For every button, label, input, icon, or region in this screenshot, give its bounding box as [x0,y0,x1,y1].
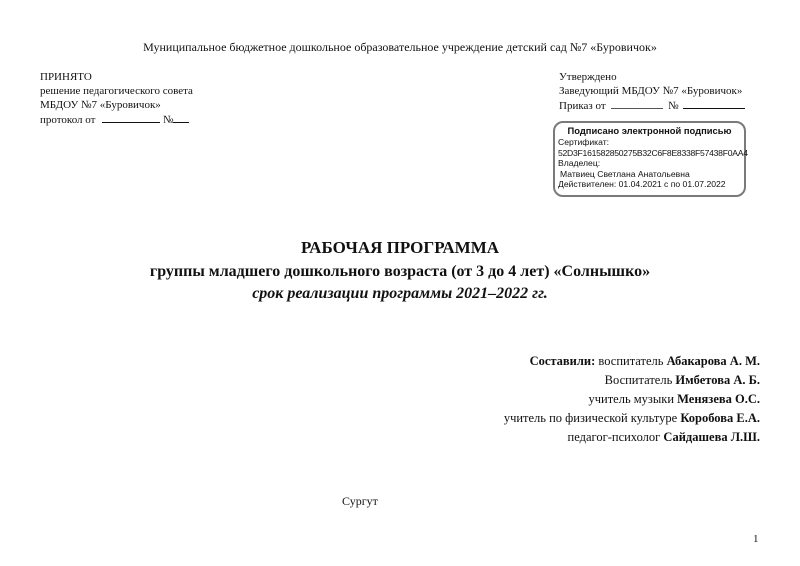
compiler-line [504,352,760,371]
owner-value: Матвиец Светлана Анатольевна [560,168,690,179]
order-label: Приказ от [559,100,606,112]
protocol-number-blank [173,112,189,123]
order-number-blank [683,98,745,109]
approved-heading: Утверждено [559,71,617,83]
compilers-label: Составили: [529,354,596,368]
compiler-line [504,371,760,390]
compiler-role: педагог-психолог [567,430,661,444]
certificate-value: 52D3F161582850275B32C6F8E8338F57438F0AA4 [558,147,748,158]
validity-period: Действителен: 01.04.2021 с по 01.07.2022 [558,179,726,190]
certificate-label: Сертификат: [558,137,610,148]
protocol-label: протокол от [40,114,96,126]
compilers-block [504,352,760,447]
order-date-blank [611,98,663,109]
document-title: РАБОЧАЯ ПРОГРАММА [300,238,500,257]
compiler-role: учитель по физической культуре [503,411,678,425]
accepted-council-line: решение педагогического совета [40,85,193,97]
protocol-date-blank [102,112,160,123]
accepted-block [40,70,193,127]
protocol-line [40,112,193,127]
owner-label: Владелец: [558,158,601,169]
compiler-name: Сайдашева Л.Ш. [663,430,760,444]
approved-head-line: Заведующий МБДОУ №7 «Буровичок» [559,85,743,97]
compiler-name: Менязева О.С. [677,392,760,406]
compiler-role: воспитатель [598,354,664,368]
accepted-heading: ПРИНЯТО [40,71,92,83]
document-subtitle: группы младшего дошкольного возраста (от 3 до 4 лет) «Солнышко» [149,263,651,280]
compiler-role: учитель музыки [588,392,675,406]
compiler-role: Воспитатель [604,373,673,387]
accepted-institution-line: МБДОУ №7 «Буровичок» [40,99,161,111]
implementation-term: срок реализации программы 2021–2022 гг. [252,285,548,302]
stamp-title: Подписано электронной подписью [567,125,732,136]
compiler-line [504,409,760,428]
approved-block [559,70,745,113]
compiler-name: Коробова Е.А. [680,411,760,425]
institution-name: Муниципальное бюджетное дошкольное образовательное учреждение детский сад №7 «Буровичок» [143,40,657,54]
compiler-name: Абакарова А. М. [666,354,760,368]
order-number-label: № [668,100,679,112]
electronic-signature-stamp [553,121,746,197]
page-number: 1 [753,533,759,545]
compiler-name: Имбетова А. Б. [675,373,760,387]
protocol-number-label: № [162,114,174,126]
order-line [559,98,745,113]
compiler-line [504,390,760,409]
city: Сургут [342,494,378,508]
compiler-line [504,428,760,447]
